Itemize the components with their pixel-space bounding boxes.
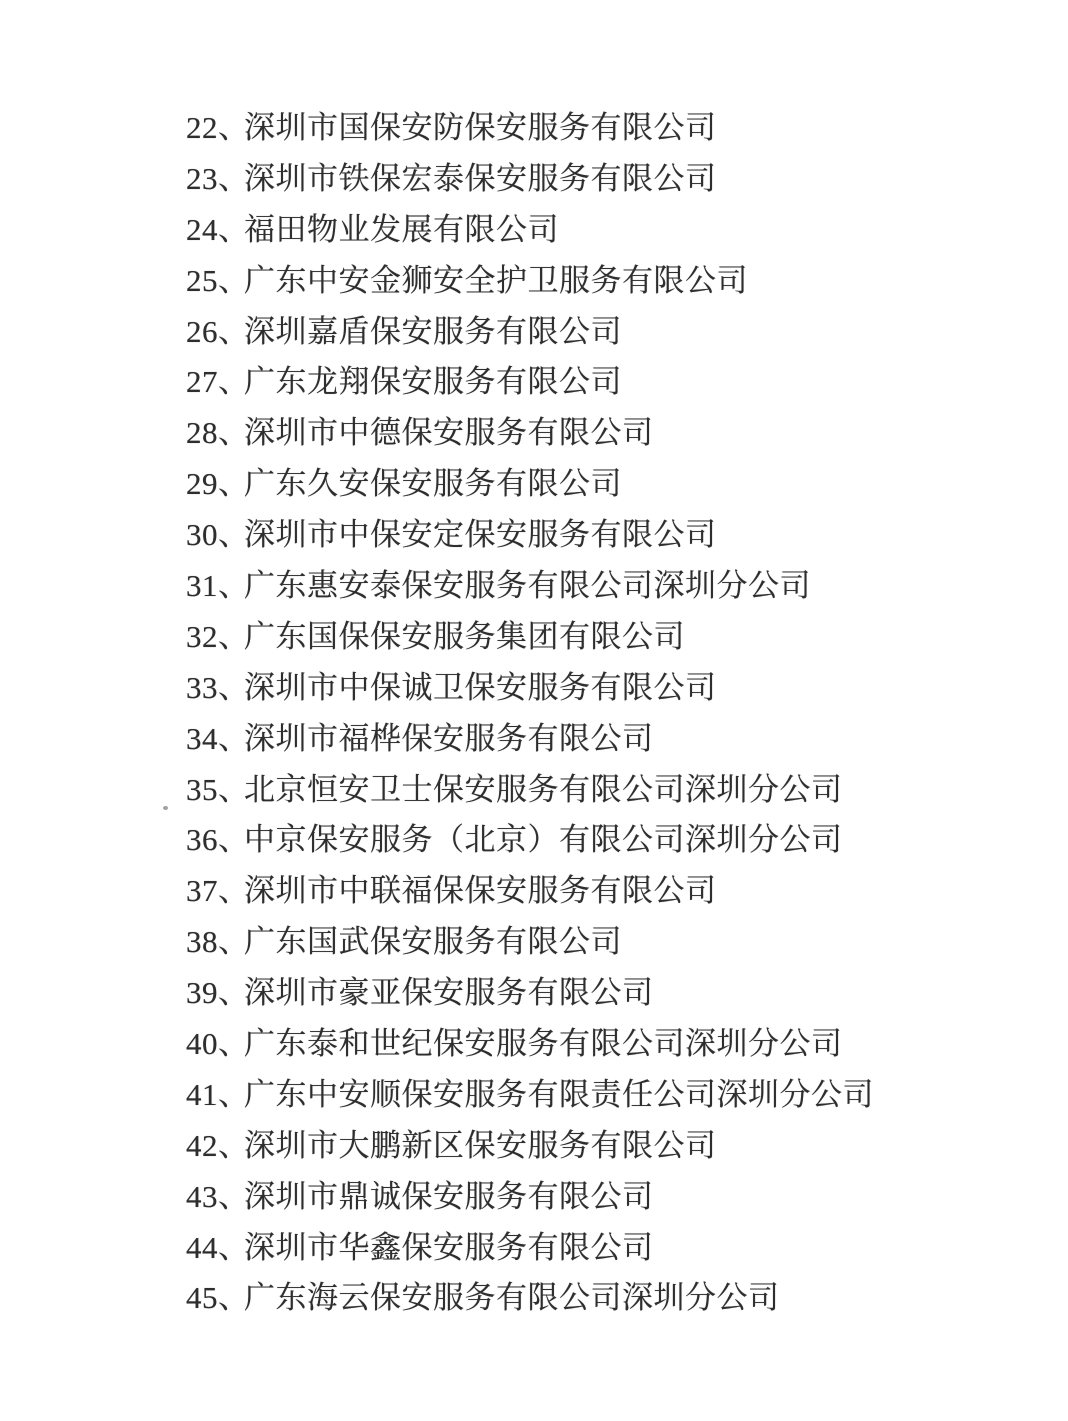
item-number: 40、	[186, 1026, 250, 1062]
company-name: 广东中安金狮安全护卫服务有限公司	[244, 262, 748, 298]
item-number: 31、	[186, 568, 250, 604]
item-number: 37、	[186, 873, 250, 909]
company-name: 广东龙翔保安服务有限公司	[244, 364, 622, 400]
list-item	[186, 1172, 874, 1223]
list-item	[186, 1121, 874, 1172]
item-number: 27、	[186, 364, 250, 400]
list-item	[186, 1070, 874, 1121]
list-item	[186, 357, 874, 408]
item-number: 44、	[186, 1229, 250, 1265]
company-name: 广东中安顺保安服务有限责任公司深圳分公司	[244, 1076, 874, 1112]
company-name: 深圳市鼎诚保安服务有限公司	[244, 1178, 654, 1214]
company-name: 广东久安保安服务有限公司	[244, 466, 622, 502]
list-item	[186, 510, 874, 561]
company-name: 广东泰和世纪保安服务有限公司深圳分公司	[244, 1026, 843, 1062]
item-number: 39、	[186, 975, 250, 1011]
item-number: 23、	[186, 160, 250, 196]
item-number: 42、	[186, 1127, 250, 1163]
company-name: 深圳市中德保安服务有限公司	[244, 415, 654, 451]
company-name: 深圳市中联福保保安服务有限公司	[244, 873, 717, 909]
item-number: 22、	[186, 110, 250, 145]
company-name: 深圳市中保诚卫保安服务有限公司	[244, 669, 717, 705]
item-number: 36、	[186, 822, 250, 858]
company-name: 广东国保保安服务集团有限公司	[244, 618, 685, 654]
item-number: 45、	[186, 1280, 250, 1316]
list-item	[186, 765, 874, 816]
company-name: 北京恒安卫士保安服务有限公司深圳分公司	[244, 771, 843, 807]
item-number: 35、	[186, 771, 250, 807]
item-number: 33、	[186, 669, 250, 705]
item-number: 34、	[186, 720, 250, 756]
company-name: 深圳市华鑫保安服务有限公司	[244, 1229, 654, 1265]
company-name: 深圳市大鹏新区保安服务有限公司	[244, 1127, 717, 1163]
company-name: 深圳市豪亚保安服务有限公司	[244, 975, 654, 1011]
list-item	[186, 205, 874, 256]
list-item	[186, 917, 874, 968]
company-name: 福田物业发展有限公司	[244, 211, 559, 247]
company-list	[186, 103, 874, 1324]
list-item	[186, 968, 874, 1019]
item-number: 38、	[186, 924, 250, 960]
company-name: 深圳市福桦保安服务有限公司	[244, 720, 654, 756]
item-number: 28、	[186, 415, 250, 451]
company-name: 深圳市国保安防保安服务有限公司	[244, 110, 717, 145]
list-item	[186, 307, 874, 358]
list-item	[186, 561, 874, 612]
company-name: 深圳嘉盾保安服务有限公司	[244, 313, 622, 349]
company-name: 深圳市中保安定保安服务有限公司	[244, 517, 717, 553]
item-number: 24、	[186, 211, 250, 247]
list-item	[186, 815, 874, 866]
list-item	[186, 866, 874, 917]
list-item	[186, 1019, 874, 1070]
list-item	[186, 103, 874, 154]
list-item	[186, 408, 874, 459]
list-item	[186, 1273, 874, 1324]
item-number: 25、	[186, 262, 250, 298]
item-number: 26、	[186, 313, 250, 349]
item-number: 30、	[186, 517, 250, 553]
list-item	[186, 459, 874, 510]
item-number: 43、	[186, 1178, 250, 1214]
company-name: 广东海云保安服务有限公司深圳分公司	[244, 1280, 780, 1316]
list-item	[186, 154, 874, 205]
company-name: 中京保安服务（北京）有限公司深圳分公司	[244, 822, 843, 858]
item-number: 29、	[186, 466, 250, 502]
item-number: 32、	[186, 618, 250, 654]
list-item	[186, 256, 874, 307]
list-item	[186, 714, 874, 765]
list-item	[186, 612, 874, 663]
company-name: 广东惠安泰保安服务有限公司深圳分公司	[244, 568, 811, 604]
list-item	[186, 1223, 874, 1274]
company-name: 广东国武保安服务有限公司	[244, 924, 622, 960]
scan-speck	[163, 806, 168, 810]
list-item	[186, 663, 874, 714]
company-name: 深圳市铁保宏泰保安服务有限公司	[244, 160, 717, 196]
item-number: 41、	[186, 1076, 250, 1112]
